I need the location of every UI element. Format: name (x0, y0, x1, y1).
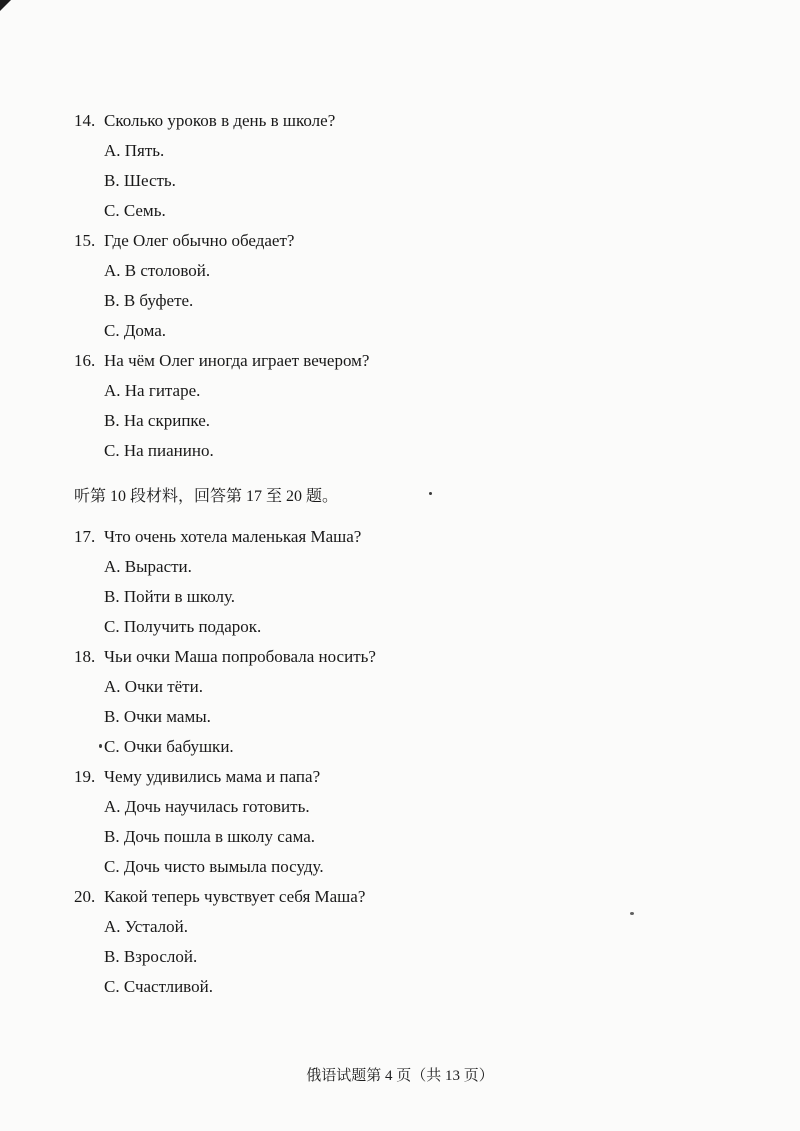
question-number: 14. (74, 111, 96, 130)
option-c: C. Семь. (104, 201, 166, 220)
question-17 (74, 522, 764, 642)
question-19 (74, 762, 764, 882)
option-c: C. Очки бабушки. (104, 737, 234, 756)
option-a: A. Очки тёти. (104, 677, 203, 696)
option-b: B. Очки мамы. (104, 707, 211, 726)
option-c: C. Получить подарок. (104, 617, 262, 636)
question-number: 19. (74, 767, 96, 786)
question-text: Где Олег обычно обедает? (104, 231, 295, 250)
option-a: A. Усталой. (104, 917, 188, 936)
question-18 (74, 642, 764, 762)
option-c: C. Дочь чисто вымыла посуду. (104, 857, 324, 876)
option-b: B. Пойти в школу. (104, 587, 236, 606)
question-text: Что очень хотела маленькая Маша? (104, 527, 362, 546)
question-text: Какой теперь чувствует себя Маша? (104, 887, 366, 906)
question-number: 17. (74, 527, 96, 546)
question-text: Чему удивились мама и папа? (104, 767, 321, 786)
question-number: 15. (74, 231, 96, 250)
exam-content (74, 106, 764, 1002)
question-text: Сколько уроков в день в школе? (104, 111, 336, 130)
question-14 (74, 106, 764, 226)
option-b: B. На скрипке. (104, 411, 211, 430)
question-text: Чьи очки Маша попробовала носить? (104, 647, 376, 666)
option-c: C. Дома. (104, 321, 167, 340)
question-text: На чём Олег иногда играет вечером? (104, 351, 370, 370)
question-20 (74, 882, 764, 1002)
question-number: 18. (74, 647, 96, 666)
option-c: C. На пианино. (104, 441, 214, 460)
page-footer: 俄语试题第 4 页（共 13 页） (306, 1068, 494, 1084)
option-c: C. Счастливой. (104, 977, 213, 996)
question-number: 16. (74, 351, 96, 370)
option-b: B. Дочь пошла в школу сама. (104, 827, 316, 846)
option-a: A. На гитаре. (104, 381, 201, 400)
question-16 (74, 346, 764, 466)
option-b: B. Взрослой. (104, 947, 198, 966)
question-15 (74, 226, 764, 346)
option-a: A. Вырасти. (104, 557, 192, 576)
option-a: A. В столовой. (104, 261, 211, 280)
scan-artifact-corner (0, 0, 11, 11)
question-number: 20. (74, 887, 96, 906)
option-b: B. В буфете. (104, 291, 194, 310)
option-b: B. Шесть. (104, 171, 176, 190)
option-a: A. Дочь научилась готовить. (104, 797, 310, 816)
section-instruction: 听第 10 段材料，回答第 17 至 20 题。 (74, 488, 339, 505)
option-a: A. Пять. (104, 141, 165, 160)
